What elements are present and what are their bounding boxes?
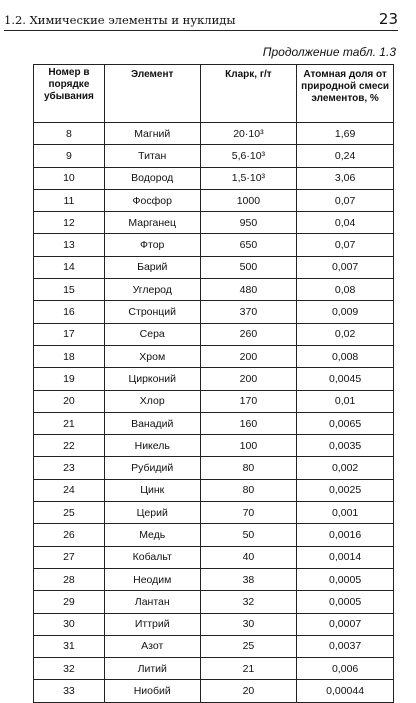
cell-element: Никель — [104, 435, 200, 457]
cell-atomic-share: 0,01 — [297, 390, 394, 412]
column-header-rank: Номер в порядке убывания — [34, 65, 105, 123]
cell-clarke: 650 — [200, 234, 297, 256]
table-row — [34, 457, 394, 479]
cell-rank: 9 — [34, 145, 105, 167]
table-row — [34, 301, 394, 323]
cell-element: Неодим — [104, 568, 200, 590]
cell-element: Лантан — [104, 591, 200, 613]
cell-atomic-share: 0,0016 — [297, 524, 394, 546]
column-header-atomic-share: Атомная доля от природной смеси элементов, % — [297, 65, 394, 123]
cell-rank: 14 — [34, 256, 105, 278]
table-row — [34, 568, 394, 590]
cell-element: Церий — [104, 502, 200, 524]
table-row — [34, 256, 394, 278]
cell-clarke: 80 — [200, 479, 297, 501]
cell-rank: 26 — [34, 524, 105, 546]
cell-rank: 18 — [34, 345, 105, 367]
cell-atomic-share: 1,69 — [297, 123, 394, 145]
cell-rank: 13 — [34, 234, 105, 256]
cell-element: Барий — [104, 256, 200, 278]
cell-clarke: 160 — [200, 412, 297, 434]
cell-atomic-share: 0,02 — [297, 323, 394, 345]
cell-atomic-share: 0,0005 — [297, 591, 394, 613]
cell-element: Хлор — [104, 390, 200, 412]
cell-clarke: 950 — [200, 212, 297, 234]
table-row — [34, 635, 394, 657]
cell-element: Марганец — [104, 212, 200, 234]
cell-rank: 20 — [34, 390, 105, 412]
cell-clarke: 370 — [200, 301, 297, 323]
table-row — [34, 435, 394, 457]
cell-rank: 21 — [34, 412, 105, 434]
cell-clarke: 25 — [200, 635, 297, 657]
cell-clarke: 5,6·10³ — [200, 145, 297, 167]
cell-atomic-share: 0,0045 — [297, 368, 394, 390]
table-row — [34, 167, 394, 189]
cell-rank: 31 — [34, 635, 105, 657]
cell-clarke: 20 — [200, 680, 297, 702]
cell-rank: 25 — [34, 502, 105, 524]
cell-atomic-share: 0,006 — [297, 658, 394, 680]
cell-rank: 23 — [34, 457, 105, 479]
cell-atomic-share: 0,0035 — [297, 435, 394, 457]
table-row — [34, 279, 394, 301]
cell-rank: 8 — [34, 123, 105, 145]
cell-rank: 19 — [34, 368, 105, 390]
cell-clarke: 21 — [200, 658, 297, 680]
cell-clarke: 200 — [200, 368, 297, 390]
table-row — [34, 502, 394, 524]
table-row — [34, 323, 394, 345]
column-header-clarke: Кларк, г/т — [200, 65, 297, 123]
table-row — [34, 546, 394, 568]
section-title: 1.2. Химические элементы и нуклиды — [4, 13, 236, 27]
elements-table — [33, 64, 394, 703]
table-row — [34, 234, 394, 256]
cell-atomic-share: 0,08 — [297, 279, 394, 301]
table-row — [34, 212, 394, 234]
cell-atomic-share: 0,002 — [297, 457, 394, 479]
cell-rank: 10 — [34, 167, 105, 189]
cell-clarke: 80 — [200, 457, 297, 479]
cell-rank: 22 — [34, 435, 105, 457]
cell-element: Иттрий — [104, 613, 200, 635]
cell-clarke: 480 — [200, 279, 297, 301]
table-continuation-label: Продолжение табл. 1.3 — [262, 45, 396, 59]
cell-element: Медь — [104, 524, 200, 546]
cell-element: Хром — [104, 345, 200, 367]
cell-element: Рубидий — [104, 457, 200, 479]
table-row — [34, 412, 394, 434]
table-row — [34, 189, 394, 211]
table-row — [34, 345, 394, 367]
cell-element: Титан — [104, 145, 200, 167]
table-row — [34, 368, 394, 390]
column-header-element: Элемент — [104, 65, 200, 123]
cell-atomic-share: 0,0037 — [297, 635, 394, 657]
cell-element: Ванадий — [104, 412, 200, 434]
table-row — [34, 658, 394, 680]
cell-atomic-share: 0,008 — [297, 345, 394, 367]
cell-element: Фтор — [104, 234, 200, 256]
cell-clarke: 32 — [200, 591, 297, 613]
cell-clarke: 30 — [200, 613, 297, 635]
cell-atomic-share: 0,24 — [297, 145, 394, 167]
table-row — [34, 123, 394, 145]
cell-rank: 28 — [34, 568, 105, 590]
cell-rank: 17 — [34, 323, 105, 345]
cell-element: Азот — [104, 635, 200, 657]
cell-atomic-share: 0,04 — [297, 212, 394, 234]
cell-element: Литий — [104, 658, 200, 680]
cell-rank: 29 — [34, 591, 105, 613]
cell-clarke: 500 — [200, 256, 297, 278]
cell-rank: 24 — [34, 479, 105, 501]
cell-atomic-share: 0,07 — [297, 189, 394, 211]
cell-atomic-share: 3,06 — [297, 167, 394, 189]
cell-clarke: 1000 — [200, 189, 297, 211]
cell-atomic-share: 0,001 — [297, 502, 394, 524]
cell-atomic-share: 0,0005 — [297, 568, 394, 590]
cell-rank: 33 — [34, 680, 105, 702]
table-row — [34, 591, 394, 613]
cell-atomic-share: 0,07 — [297, 234, 394, 256]
cell-clarke: 20·10³ — [200, 123, 297, 145]
cell-clarke: 100 — [200, 435, 297, 457]
cell-rank: 15 — [34, 279, 105, 301]
cell-clarke: 50 — [200, 524, 297, 546]
cell-element: Магний — [104, 123, 200, 145]
cell-clarke: 1,5·10³ — [200, 167, 297, 189]
cell-atomic-share: 0,0065 — [297, 412, 394, 434]
cell-atomic-share: 0,0025 — [297, 479, 394, 501]
cell-clarke: 40 — [200, 546, 297, 568]
cell-element: Цирконий — [104, 368, 200, 390]
cell-clarke: 170 — [200, 390, 297, 412]
table-row — [34, 390, 394, 412]
running-head — [4, 10, 398, 31]
cell-element: Кобальт — [104, 546, 200, 568]
cell-rank: 11 — [34, 189, 105, 211]
cell-rank: 32 — [34, 658, 105, 680]
cell-clarke: 70 — [200, 502, 297, 524]
page-number: 23 — [378, 10, 398, 28]
cell-atomic-share: 0,0007 — [297, 613, 394, 635]
cell-rank: 30 — [34, 613, 105, 635]
table-row — [34, 145, 394, 167]
cell-element: Водород — [104, 167, 200, 189]
cell-element: Стронций — [104, 301, 200, 323]
table-row — [34, 479, 394, 501]
cell-element: Углерод — [104, 279, 200, 301]
cell-atomic-share: 0,007 — [297, 256, 394, 278]
cell-element: Сера — [104, 323, 200, 345]
table-row — [34, 680, 394, 702]
cell-clarke: 200 — [200, 345, 297, 367]
cell-atomic-share: 0,00044 — [297, 680, 394, 702]
cell-element: Фосфор — [104, 189, 200, 211]
cell-atomic-share: 0,0014 — [297, 546, 394, 568]
cell-rank: 12 — [34, 212, 105, 234]
table-header-row — [34, 65, 394, 123]
cell-clarke: 260 — [200, 323, 297, 345]
cell-rank: 16 — [34, 301, 105, 323]
cell-element: Цинк — [104, 479, 200, 501]
cell-element: Ниобий — [104, 680, 200, 702]
cell-rank: 27 — [34, 546, 105, 568]
table-body — [34, 123, 394, 703]
table-row — [34, 613, 394, 635]
table-row — [34, 524, 394, 546]
cell-clarke: 38 — [200, 568, 297, 590]
cell-atomic-share: 0,009 — [297, 301, 394, 323]
